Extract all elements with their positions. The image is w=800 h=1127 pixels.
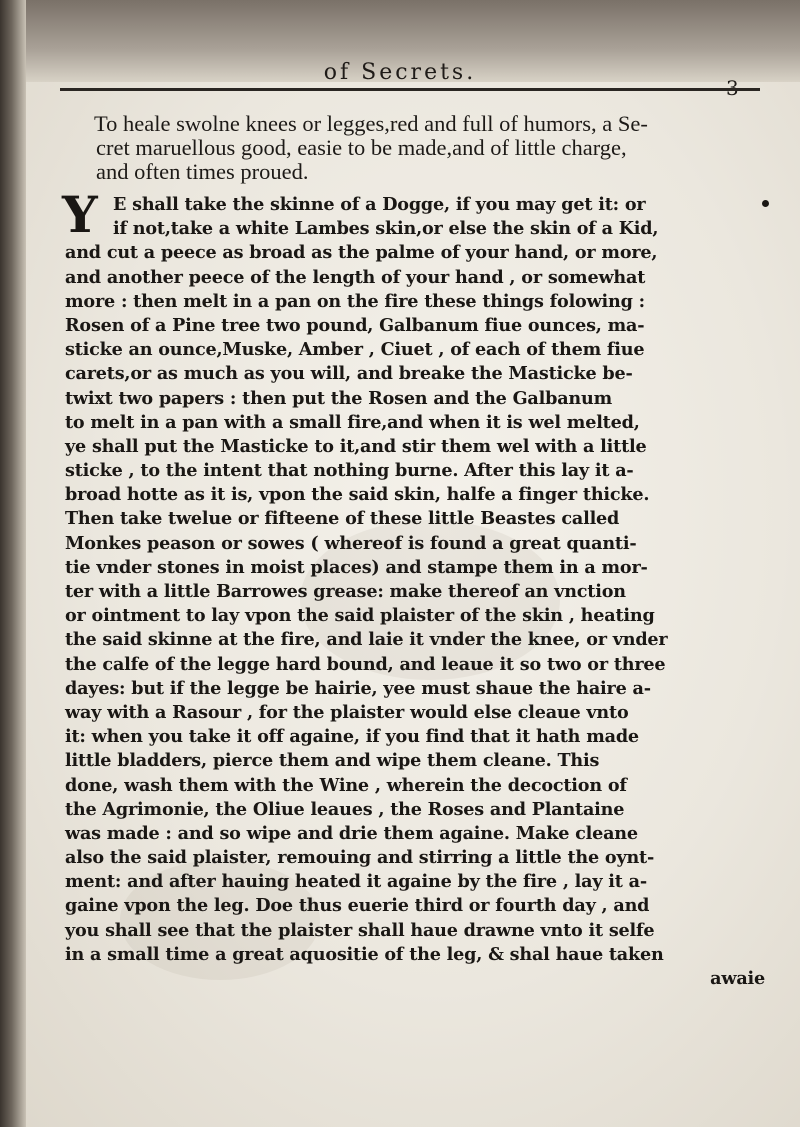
text-line: it: when you take it off againe, if you find that it hath made	[65, 726, 639, 748]
text-line: Monkes peason or sowes ( whereof is found a great quanti-	[65, 532, 637, 554]
heading-line: and often times proued.	[96, 159, 309, 184]
text-line: in a small time a great aquositie of the leg, & shal haue taken	[65, 943, 664, 965]
text-line: gaine vpon the leg. Doe thus euerie third or fourth day , and	[65, 895, 650, 917]
text-line: done, wash them with the Wine , wherein the decoction of	[65, 774, 627, 796]
text-line: ment: and after hauing heated it againe by the fire , lay it a-	[65, 871, 647, 893]
text-line: carets,or as much as you will, and breake the Masticke be-	[65, 363, 633, 385]
text-line: way with a Rasour , for the plaister would else cleaue vnto	[65, 701, 629, 723]
running-head: of Secrets.	[323, 60, 477, 85]
text-line: and cut a peece as broad as the palme of your hand, or more,	[65, 242, 658, 264]
text-line: more : then melt in a pan on the fire these things folowing :	[65, 290, 645, 312]
text-line: and another peece of the length of your hand , or somewhat	[65, 266, 646, 288]
heading-line: cret maruellous good, easie to be made,and of little charge,	[96, 135, 627, 160]
catchword: awaie	[710, 968, 765, 989]
text-line: if not,take a white Lambes skin,or else the skin of a Kid,	[113, 218, 659, 240]
text-line: was made : and so wipe and drie them againe. Make cleane	[65, 822, 638, 844]
text-line: ter with a little Barrowes grease: make thereof an vnction	[65, 581, 626, 602]
text-line: broad hotte as it is, vpon the said skin, halfe a finger thicke.	[65, 484, 650, 506]
text-line: the said skinne at the fire, and laie it vnder the knee, or vnder	[65, 629, 668, 651]
text-line: tie vnder stones in moist places) and stampe them in a mor-	[65, 556, 648, 578]
text-line: the calfe of the legge hard bound, and leaue it so two or three	[65, 653, 666, 675]
text-line: also the said plaister, remouing and stirring a little the oynt-	[65, 847, 655, 869]
text-line: ye shall put the Masticke to it,and stir them wel with a little	[65, 435, 647, 457]
drop-cap: Y	[62, 185, 98, 244]
text-line: to melt in a pan with a small fire,and when it is wel melted,	[65, 411, 640, 433]
text-line: dayes: but if the legge be hairie, yee must shaue the haire a-	[65, 677, 651, 699]
page-gutter-shadow	[0, 0, 26, 1127]
text-line: Rosen of a Pine tree two pound, Galbanum fiue ounces, ma-	[65, 314, 645, 336]
text-line: E shall take the skinne of a Dogge, if you may get it: or	[113, 194, 646, 215]
heading-line: To heale swolne knees or legges,red and full of humors, a Se-	[94, 111, 648, 136]
text-line: sticke an ounce,Muske, Amber , Ciuet , of each of them fiue	[65, 339, 645, 361]
text-line: you shall see that the plaister shall haue drawne vnto it selfe	[65, 919, 655, 941]
text-line: little bladders, pierce them and wipe them cleane. This	[65, 750, 600, 772]
text-line: the Agrimonie, the Oliue leaues , the Roses and Plantaine	[65, 798, 625, 820]
header-rule	[60, 88, 760, 91]
text-line: sticke , to the intent that nothing burne. After this lay it a-	[65, 460, 634, 482]
text-line: Then take twelue or fifteene of these little Beastes called	[65, 508, 620, 530]
recipe-body	[65, 193, 785, 991]
text-line: or ointment to lay vpon the said plaister of the skin , heating	[65, 605, 655, 627]
text-line: twixt two papers : then put the Rosen and the Galbanum	[65, 387, 612, 409]
recipe-heading	[94, 112, 774, 184]
